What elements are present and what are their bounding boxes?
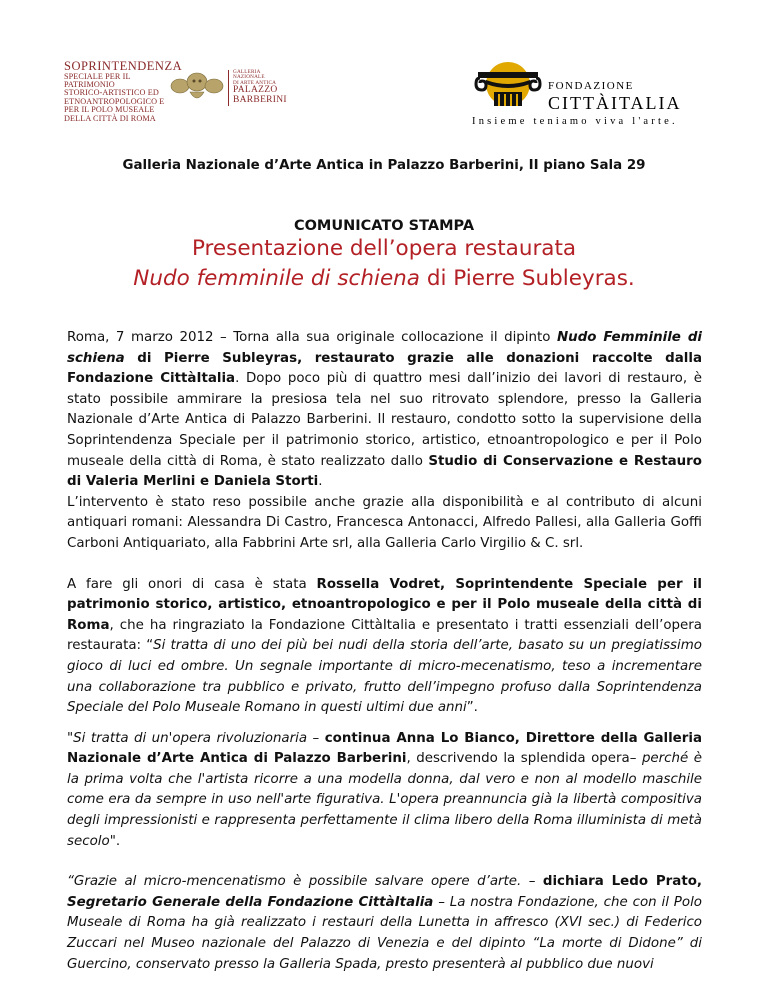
paragraph-5: “Grazie al micro-mencenatismo è possibile salvare opere d’arte. – dichiara Ledo Prato, Segretario Generale della Fondazione CittàItalia – La nostra Fondazione, che con il Polo Museale di Roma ha già realizzato i restauri della Lunetta in affresco (XVI sec.) di Federico Zuccari nel Museo nazionale del Palazzo di Venezia e del dipinto “La morte di Didone” di Guercino, conservato presso la Galleria Spada, presto presenterà al pubblico due nuovi [67, 874, 703, 972]
soprintendenza-logo [64, 59, 287, 126]
artwork-title: Nudo femminile di schiena [133, 266, 420, 291]
palazzo-label: PALAZZO [233, 85, 278, 96]
fondazione-label: FONDAZIONE [548, 80, 634, 92]
title-line2 [0, 264, 768, 294]
paragraph-3: A fare gli onori di casa è stata Rossella Vodret, Soprintendente Speciale per il patrimonio storico, artistico, etnoantropologico e per il Polo museale della città di Roma, che ha ringraziato la Fondazione CittàItalia e presentato i tratti essenziali dell’opera restaurata: “Si tratta di uno dei più bei nudi della storia dell’arte, basato su un pregiatissimo gioco di luci ed ombre. Un segnale importante di micro-mecenatismo, teso a incrementare una collaborazione tra pubblico e privato, frutto dell’impegno profuso dalla Soprintendenza Speciale del Polo Museale Romano in questi ultimi due anni”. [67, 576, 703, 716]
fondazione-cittaitalia-logo [470, 58, 700, 132]
motto: Insieme teniamo viva l'arte. [472, 116, 678, 127]
galleria-line1: GALLERIA NAZIONALE [233, 69, 265, 81]
press-release-label: COMUNICATO STAMPA [293, 218, 475, 234]
logo-left-line3: STORICO-ARTISTICO ED [64, 88, 159, 98]
logo-left-line5: PER IL POLO MUSEALE [64, 105, 155, 115]
paragraph-1: Roma, 7 marzo 2012 – Torna alla sua originale collocazione il dipinto Nudo Femminile di schiena di Pierre Subleyras, restaurato grazie alle donazioni raccolte dalla Fondazione CittàItalia. Dopo poco più di quattro mesi dall’inizio dei lavori di restauro, è stato possibile ammirare la presiosa tela nel suo ritrovato splendore, presso la Galleria Nazionale d’Arte Antica di Palazzo Barberini. Il restauro, condotto sotto la supervisione della Soprintendenza Speciale per il patrimonio storico, artistico, etnoantropologico e per il Polo museale della città di Roma, è stato realizzato dallo Studio di Conservazione e Restauro di Valeria Merlini e Daniela Storti. [67, 330, 702, 490]
location-line: Galleria Nazionale d’Arte Antica in Palazzo Barberini, II piano Sala 29 [122, 158, 646, 173]
palazzo-barberini-wordmark [228, 69, 287, 106]
barberini-label: BARBERINI [233, 95, 287, 106]
press-release-body [67, 328, 702, 975]
bee-mask-icon [168, 62, 226, 106]
paragraph-4: "Si tratta di un'opera rivoluzionaria – continua Anna Lo Bianco, Direttore della Galleria Nazionale d’Arte Antica di Palazzo Barberini, descrivendo la splendida opera– perché è la prima volta che l'artista ricorre a una modella donna, dal vero e non al modello maschile come era da sempre in uso nell'arte figurativa. L'opera preannuncia già la libertà compositiva degli impressionisti e rappresenta perfettamente il clima libero della Roma illuminista di metà secolo". [67, 730, 702, 849]
paragraph-2: L’intervento è stato reso possibile anche grazie alla disponibilità e al contributo di alcuni antiquari romani: Alessandra Di Castro, Francesca Antonacci, Alfredo Pallesi, alla Galleria Goffi Carboni Antiquariato, alla Fabbrini Arte srl, alla Galleria Carlo Virgilio & C. srl. [67, 494, 702, 551]
logo-left-line2: SPECIALE PER IL PATRIMONIO [64, 71, 131, 90]
cittaitalia-label: CITTÀITALIA [548, 93, 682, 113]
galleria-line2: DI ARTE ANTICA [233, 79, 277, 86]
logo-left-line1: SOPRINTENDENZA [64, 59, 183, 73]
document-title [0, 234, 768, 294]
soprintendenza-wordmark [64, 59, 183, 123]
logo-left-line4: ETNOANTROPOLOGICO E [64, 96, 165, 106]
logo-left-line6: DELLA CITTÀ DI ROMA [64, 113, 156, 123]
title-line1: Presentazione dell’opera restaurata [191, 236, 577, 261]
ionic-capital-icon [470, 58, 546, 112]
title-line2-rest: di Pierre Subleyras. [419, 266, 635, 291]
